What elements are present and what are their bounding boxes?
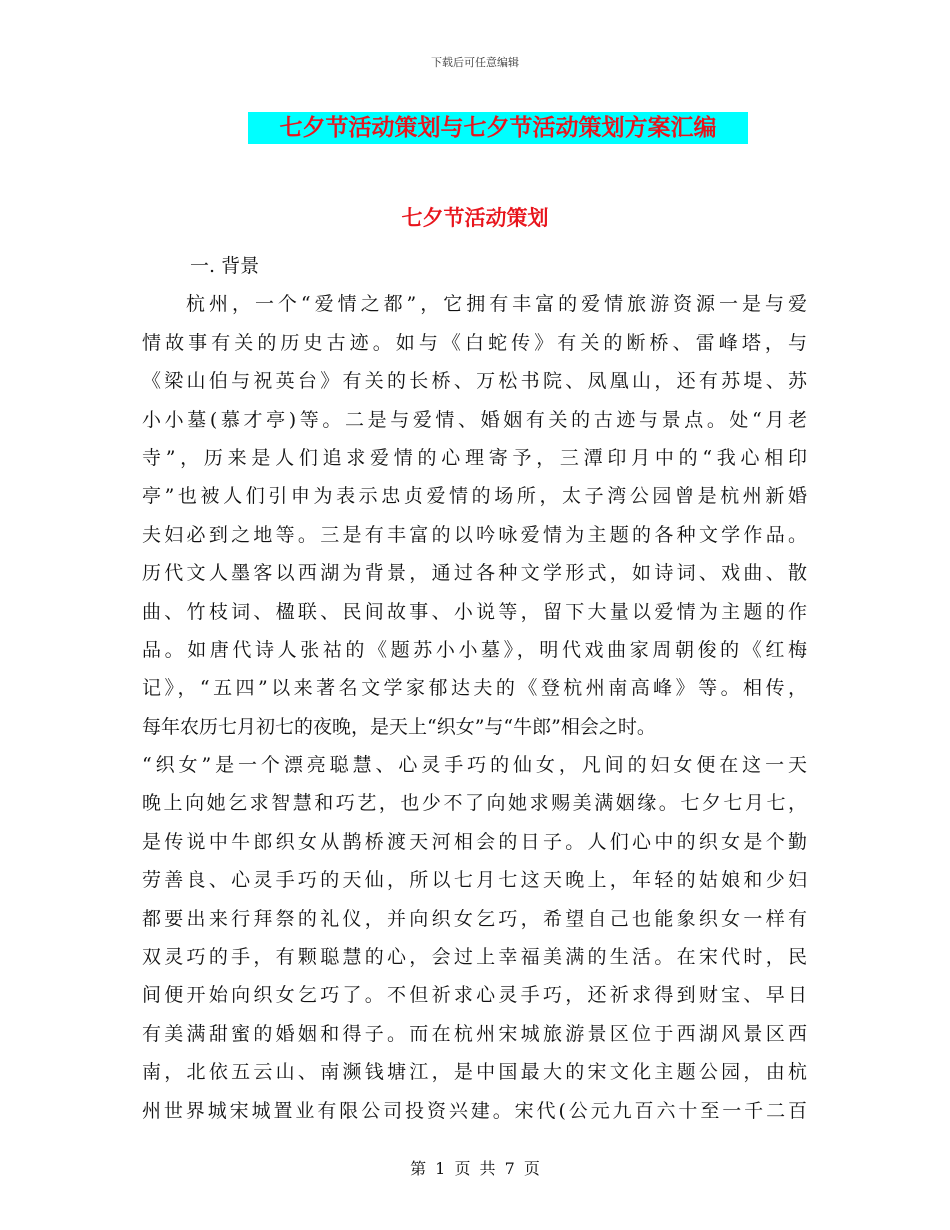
paragraph-line: 州世界城宋城置业有限公司投资兴建。宋代(公元九百六十至一千二百 [142,1099,807,1122]
body-text [142,247,807,1130]
paragraph-line: 夫妇必到之地等。三是有丰富的以吟咏爱情为主题的各种文学作品。 [142,523,807,546]
paragraph-line: 曲、竹枝词、楹联、民间故事、小说等，留下大量以爱情为主题的作 [142,600,807,623]
paragraph-line: “织女”是一个漂亮聪慧、心灵手巧的仙女，凡间的妇女便在这一天 [142,754,807,777]
paragraph-line: 品。如唐代诗人张祜的《题苏小小墓》，明代戏曲家周朝俊的《红梅 [142,638,807,661]
paragraph-line: 每年农历七月初七的夜晚，是天上“织女”与“牛郎”相会之时。 [142,715,656,738]
paragraph-line: 记》，“五四”以来著名文学家郁达夫的《登杭州南高峰》等。相传， [142,677,807,700]
paragraph-line: 历代文人墨客以西湖为背景，通过各种文学形式，如诗词、戏曲、散 [142,562,807,585]
paragraph-line: 情故事有关的历史古迹。如与《白蛇传》有关的断桥、雷峰塔，与 [142,331,807,354]
paragraph-line: 晚上向她乞求智慧和巧艺，也少不了向她求赐美满姻缘。七夕七月七， [142,792,807,815]
paragraph-line: 亭”也被人们引申为表示忠贞爱情的场所，太子湾公园曾是杭州新婚 [142,485,807,508]
paragraph-line: 有美满甜蜜的婚姻和得子。而在杭州宋城旅游景区位于西湖风景区西 [142,1022,807,1045]
header-note: 下载后可任意编辑 [431,56,519,69]
subheading-background: 一. 背景 [190,255,260,277]
paragraph-line: 南，北依五云山、南濒钱塘江，是中国最大的宋文化主题公园，由杭 [142,1061,807,1084]
document-title: 七夕节活动策划与七夕节活动策划方案汇编 [248,112,748,144]
paragraph-line: 双灵巧的手，有颗聪慧的心，会过上幸福美满的生活。在宋代时，民 [142,946,807,969]
paragraph-line: 寺”，历来是人们追求爱情的心理寄予，三潭印月中的“我心相印 [142,446,807,469]
paragraph-line: 是传说中牛郎织女从鹊桥渡天河相会的日子。人们心中的织女是个勤 [142,830,807,853]
paragraph-line: 小小墓(慕才亭)等。二是与爱情、婚姻有关的古迹与景点。处“月老 [142,408,807,431]
paragraph-line: 劳善良、心灵手巧的天仙，所以七月七这天晚上，年轻的姑娘和少妇 [142,869,807,892]
paragraph-line: 《梁山伯与祝英台》有关的长桥、万松书院、凤凰山，还有苏堤、苏 [142,370,807,393]
paragraph-line: 都要出来行拜祭的礼仪，并向织女乞巧，希望自己也能象织女一样有 [142,907,807,930]
paragraph-line: 间便开始向织女乞巧了。不但祈求心灵手巧，还祈求得到财宝、早日 [142,984,807,1007]
section-title: 七夕节活动策划 [401,206,549,230]
paragraph-line: 杭州，一个“爱情之都”，它拥有丰富的爱情旅游资源一是与爱 [186,293,807,316]
page-footer: 第 1 页 共 7 页 [410,1159,540,1178]
